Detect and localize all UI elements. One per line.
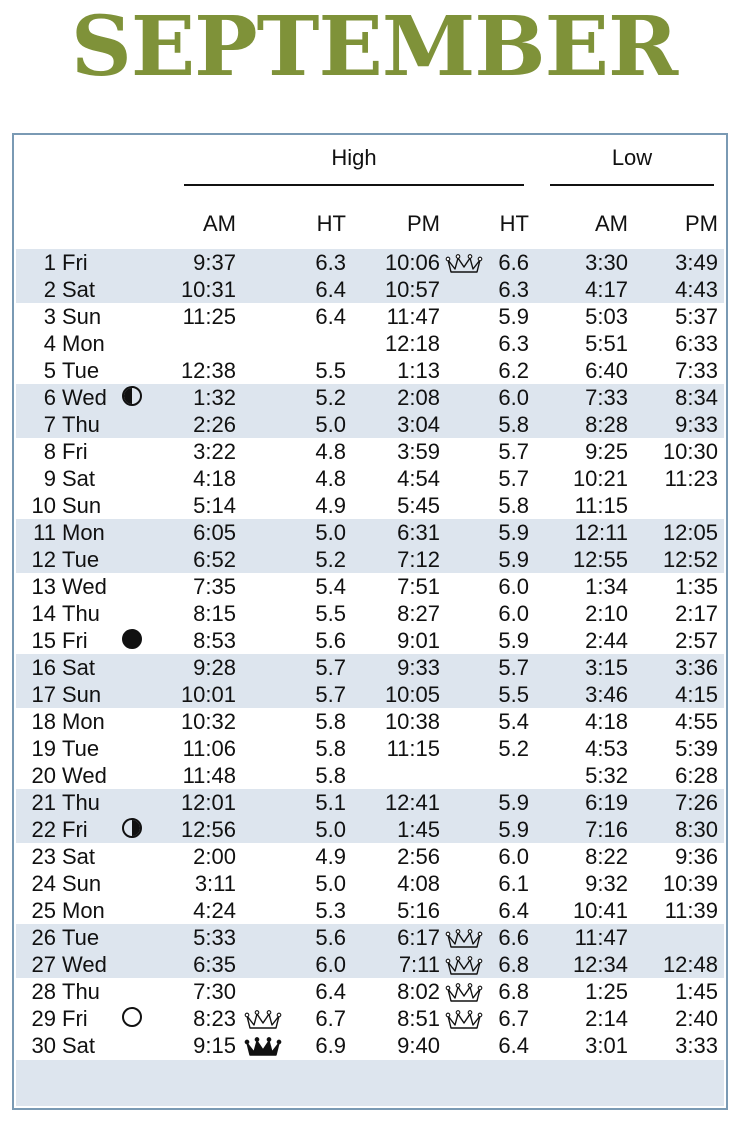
high-am-time: 3:22 — [193, 439, 236, 464]
low-am-time: 3:15 — [585, 655, 628, 680]
low-am-time: 3:30 — [585, 250, 628, 275]
solid-crown-icon — [244, 1035, 282, 1057]
high-am-height: 5.4 — [315, 574, 346, 599]
low-pm-time: 5:39 — [675, 736, 718, 761]
day-of-week: Fri — [62, 628, 88, 653]
low-am-time: 7:33 — [585, 385, 628, 410]
table-row — [16, 546, 724, 573]
high-pm-time: 7:11 — [398, 952, 440, 977]
day-of-week: Fri — [62, 817, 88, 842]
day: 29 — [31, 1006, 56, 1031]
table-row — [16, 384, 724, 411]
table-row — [16, 627, 724, 654]
day-of-week: Thu — [62, 979, 100, 1004]
low-am-time: 11:47 — [574, 925, 628, 950]
high-pm-time: 10:38 — [384, 709, 440, 734]
high-am-height: 5.7 — [315, 655, 346, 680]
high-am-time: 7:30 — [193, 979, 236, 1004]
low-pm-time: 6:33 — [675, 331, 718, 356]
high-pm-time: 4:54 — [397, 466, 440, 491]
low-am-time: 5:51 — [585, 331, 628, 356]
low-pm-time: 8:30 — [675, 817, 718, 842]
low-pm-time: 5:37 — [675, 304, 718, 329]
day-of-week: Sat — [62, 844, 96, 869]
day-of-week: Wed — [62, 574, 107, 599]
high-am-time: 11:06 — [182, 736, 236, 761]
high-am-time: 10:31 — [180, 277, 236, 302]
high-pm-height: 6.0 — [498, 574, 529, 599]
high-underline — [184, 184, 524, 186]
table-row — [16, 654, 724, 681]
last-quarter-moon-icon — [122, 386, 142, 406]
high-am-time: 2:26 — [193, 412, 236, 437]
low-pm-time: 6:28 — [675, 763, 718, 788]
table-row — [16, 978, 724, 1005]
high-am-time: 5:14 — [193, 493, 236, 518]
high-pm-time: 8:51 — [397, 1006, 440, 1031]
high-am-height: 5.5 — [315, 601, 346, 626]
high-pm-time: 10:06 — [384, 250, 440, 275]
table-row — [16, 762, 724, 789]
high-am-height: 5.6 — [315, 628, 346, 653]
table-row — [16, 1032, 724, 1059]
high-am-time: 8:23 — [193, 1006, 236, 1031]
high-am-height: 5.8 — [315, 736, 346, 761]
high-pm-time: 1:45 — [397, 817, 440, 842]
day: 20 — [31, 763, 56, 788]
high-pm-time: 7:12 — [397, 547, 440, 572]
table-row — [16, 249, 724, 276]
table-row — [16, 330, 724, 357]
low-am-time: 6:19 — [585, 790, 628, 815]
low-am-time: 2:44 — [585, 628, 628, 653]
high-pm-height: 6.3 — [498, 331, 529, 356]
low-am-time: 12:11 — [574, 520, 628, 545]
low-pm-time: 11:39 — [664, 898, 718, 923]
high-am-time: 4:18 — [193, 466, 236, 491]
high-am-time: 8:53 — [193, 628, 236, 653]
high-pm-height: 6.7 — [498, 1006, 529, 1031]
day-of-week: Mon — [62, 898, 105, 923]
day: 3 — [43, 304, 56, 329]
high-am-height: 5.0 — [315, 817, 346, 842]
high-am-height: 5.0 — [315, 520, 346, 545]
outline-crown-icon — [244, 1008, 282, 1030]
high-pm-time: 11:47 — [386, 304, 440, 329]
low-am-time: 10:41 — [572, 898, 628, 923]
low-pm-time: 4:43 — [675, 277, 718, 302]
table-row — [16, 897, 724, 924]
low-am-time: 9:32 — [585, 871, 628, 896]
low-am-time: 2:14 — [585, 1006, 628, 1031]
high-am-height: 4.9 — [315, 493, 346, 518]
table-row — [16, 735, 724, 762]
table-row — [16, 492, 724, 519]
high-pm-height: 6.0 — [498, 385, 529, 410]
day-of-week: Wed — [62, 763, 107, 788]
high-am-time: 9:28 — [193, 655, 236, 680]
low-am-time: 12:55 — [572, 547, 628, 572]
low-am-time: 12:34 — [572, 952, 628, 977]
high-am-time: 7:35 — [193, 574, 236, 599]
footer-band — [16, 1060, 724, 1106]
low-group-header: Low — [611, 145, 653, 170]
day: 7 — [43, 412, 56, 437]
low-pm-time: 7:33 — [675, 358, 718, 383]
low-pm-time: 9:33 — [675, 412, 718, 437]
high-pm-height: 5.9 — [498, 817, 529, 842]
day: 10 — [31, 493, 56, 518]
day: 27 — [31, 952, 56, 977]
day: 15 — [31, 628, 56, 653]
low-pm-time: 3:33 — [675, 1033, 718, 1058]
high-am-time: 12:01 — [180, 790, 236, 815]
day: 11 — [33, 520, 56, 545]
day-of-week: Wed — [62, 952, 107, 977]
low-pm-time: 10:39 — [662, 871, 718, 896]
col-low-pm: PM — [685, 211, 718, 236]
day: 17 — [31, 682, 56, 707]
table-row — [16, 519, 724, 546]
high-am-time: 10:01 — [180, 682, 236, 707]
high-pm-time: 8:02 — [397, 979, 440, 1004]
day: 4 — [43, 331, 56, 356]
low-am-time: 7:16 — [585, 817, 628, 842]
table-row — [16, 357, 724, 384]
table-row — [16, 1005, 724, 1032]
high-am-height: 5.0 — [315, 871, 346, 896]
low-am-time: 1:25 — [585, 979, 628, 1004]
high-am-height: 5.8 — [315, 763, 346, 788]
high-am-time: 10:32 — [180, 709, 236, 734]
high-am-time: 4:24 — [193, 898, 236, 923]
table-row — [16, 924, 724, 951]
low-am-time: 11:15 — [574, 493, 628, 518]
high-pm-height: 6.8 — [498, 979, 529, 1004]
table-row — [16, 303, 724, 330]
high-pm-time: 10:05 — [384, 682, 440, 707]
day: 18 — [31, 709, 56, 734]
day: 22 — [31, 817, 56, 842]
day: 8 — [43, 439, 56, 464]
low-underline — [550, 184, 714, 186]
low-am-time: 6:40 — [585, 358, 628, 383]
day: 26 — [31, 925, 56, 950]
tide-table — [12, 133, 728, 1110]
high-pm-height: 6.1 — [498, 871, 529, 896]
day: 6 — [43, 385, 56, 410]
day: 1 — [43, 250, 56, 275]
high-pm-time: 7:51 — [397, 574, 440, 599]
high-am-time: 6:35 — [193, 952, 236, 977]
high-pm-time: 9:40 — [397, 1033, 440, 1058]
outline-crown-icon — [445, 981, 483, 1003]
high-am-height: 5.8 — [315, 709, 346, 734]
day-of-week: Sat — [62, 655, 96, 680]
low-pm-time: 12:48 — [662, 952, 718, 977]
low-pm-time: 8:34 — [675, 385, 718, 410]
high-pm-height: 5.8 — [498, 412, 529, 437]
high-am-time: 6:05 — [193, 520, 236, 545]
high-am-height: 4.8 — [315, 466, 346, 491]
table-row — [16, 438, 724, 465]
high-am-height: 5.2 — [315, 385, 346, 410]
high-pm-time: 5:45 — [397, 493, 440, 518]
high-pm-height: 5.8 — [498, 493, 529, 518]
high-pm-time: 1:13 — [397, 358, 440, 383]
table-row — [16, 411, 724, 438]
table-row — [16, 465, 724, 492]
low-pm-time: 12:52 — [662, 547, 718, 572]
high-pm-height: 5.5 — [498, 682, 529, 707]
high-am-time: 12:56 — [180, 817, 236, 842]
high-am-height: 5.2 — [315, 547, 346, 572]
day-of-week: Tue — [62, 925, 100, 950]
high-pm-time: 6:31 — [397, 520, 440, 545]
day-of-week: Mon — [62, 331, 105, 356]
high-am-time: 1:32 — [193, 385, 236, 410]
day: 19 — [31, 736, 56, 761]
low-am-time: 1:34 — [585, 574, 628, 599]
high-am-height: 5.7 — [315, 682, 346, 707]
day-of-week: Mon — [62, 709, 105, 734]
day-of-week: Thu — [62, 790, 100, 815]
low-pm-time: 3:49 — [675, 250, 718, 275]
high-pm-height: 6.6 — [498, 250, 529, 275]
full-moon-icon — [122, 1007, 142, 1027]
day-of-week: Tue — [62, 547, 100, 572]
table-row — [16, 708, 724, 735]
table-row — [16, 816, 724, 843]
low-pm-time: 12:05 — [662, 520, 718, 545]
col-high-pm: PM — [407, 211, 440, 236]
outline-crown-icon — [445, 927, 483, 949]
day: 23 — [31, 844, 56, 869]
day: 30 — [31, 1033, 56, 1058]
day: 24 — [31, 871, 56, 896]
high-am-height: 5.0 — [315, 412, 346, 437]
outline-crown-icon — [445, 1008, 483, 1030]
high-pm-time: 5:16 — [397, 898, 440, 923]
high-pm-height: 5.9 — [498, 790, 529, 815]
table-row — [16, 681, 724, 708]
high-am-height: 5.1 — [315, 790, 346, 815]
col-low-am: AM — [595, 211, 628, 236]
low-am-time: 8:28 — [585, 412, 628, 437]
high-pm-height: 6.0 — [498, 601, 529, 626]
day: 2 — [43, 277, 56, 302]
high-am-height: 5.6 — [315, 925, 346, 950]
day-of-week: Sun — [62, 682, 102, 707]
high-am-time: 5:33 — [193, 925, 236, 950]
high-pm-height: 5.9 — [498, 628, 529, 653]
high-pm-time: 3:59 — [397, 439, 440, 464]
high-am-time: 11:48 — [182, 763, 236, 788]
low-am-time: 3:46 — [585, 682, 628, 707]
day-of-week: Sun — [62, 493, 102, 518]
col-high-pm-ht: HT — [499, 211, 529, 236]
high-pm-height: 6.0 — [498, 844, 529, 869]
outline-crown-icon — [445, 252, 483, 274]
first-quarter-moon-icon — [122, 818, 142, 838]
high-pm-height: 5.4 — [498, 709, 529, 734]
low-pm-time: 2:40 — [675, 1006, 718, 1031]
high-pm-height: 6.2 — [498, 358, 529, 383]
high-pm-time: 4:08 — [397, 871, 440, 896]
day-of-week: Fri — [62, 1006, 88, 1031]
low-pm-time: 1:45 — [675, 979, 718, 1004]
high-am-height: 6.3 — [315, 250, 346, 275]
low-am-time: 9:25 — [585, 439, 628, 464]
high-pm-time: 12:41 — [384, 790, 440, 815]
high-pm-time: 6:17 — [397, 925, 440, 950]
table-row — [16, 600, 724, 627]
low-pm-time: 10:30 — [662, 439, 718, 464]
day: 28 — [31, 979, 56, 1004]
day: 25 — [31, 898, 56, 923]
high-am-time: 9:15 — [193, 1033, 236, 1058]
high-am-time: 2:00 — [193, 844, 236, 869]
high-pm-height: 6.8 — [498, 952, 529, 977]
day-of-week: Sat — [62, 466, 96, 491]
high-am-height: 6.0 — [315, 952, 346, 977]
day: 12 — [31, 547, 56, 572]
high-pm-time: 8:27 — [397, 601, 440, 626]
high-pm-height: 5.7 — [498, 466, 529, 491]
low-pm-time: 7:26 — [675, 790, 718, 815]
high-am-time: 8:15 — [193, 601, 236, 626]
high-am-height: 6.4 — [315, 979, 346, 1004]
high-pm-time: 9:33 — [397, 655, 440, 680]
day-of-week: Sat — [62, 277, 96, 302]
page-title: SEPTEMBER — [70, 0, 678, 95]
high-pm-height: 6.6 — [498, 925, 529, 950]
day-of-week: Sun — [62, 871, 102, 896]
high-am-height: 6.9 — [315, 1033, 346, 1058]
high-pm-time: 10:57 — [384, 277, 440, 302]
high-pm-height: 5.7 — [498, 655, 529, 680]
high-pm-time: 11:15 — [386, 736, 440, 761]
high-pm-time: 3:04 — [397, 412, 440, 437]
low-pm-time: 4:55 — [675, 709, 718, 734]
high-am-time: 9:37 — [193, 250, 236, 275]
day-of-week: Tue — [62, 736, 100, 761]
low-am-time: 10:21 — [572, 466, 628, 491]
day: 5 — [43, 358, 56, 383]
low-am-time: 8:22 — [585, 844, 628, 869]
low-pm-time: 3:36 — [675, 655, 718, 680]
low-am-time: 5:32 — [585, 763, 628, 788]
low-am-time: 5:03 — [585, 304, 628, 329]
low-pm-time: 4:15 — [675, 682, 718, 707]
high-pm-height: 5.9 — [498, 547, 529, 572]
outline-crown-icon — [445, 954, 483, 976]
day-of-week: Thu — [62, 412, 100, 437]
low-am-time: 4:17 — [585, 277, 628, 302]
low-pm-time: 11:23 — [664, 466, 718, 491]
day-of-week: Thu — [62, 601, 100, 626]
high-pm-time: 2:56 — [397, 844, 440, 869]
high-am-height: 6.4 — [315, 304, 346, 329]
high-group-header: High — [331, 145, 377, 170]
day-of-week: Fri — [62, 250, 88, 275]
day: 21 — [31, 790, 56, 815]
low-am-time: 4:18 — [585, 709, 628, 734]
table-row — [16, 573, 724, 600]
high-pm-time: 9:01 — [397, 628, 440, 653]
table-row — [16, 870, 724, 897]
high-pm-time: 2:08 — [397, 385, 440, 410]
high-pm-height: 6.4 — [498, 898, 529, 923]
day: 14 — [31, 601, 56, 626]
high-pm-height: 5.9 — [498, 520, 529, 545]
day: 9 — [43, 466, 56, 491]
high-pm-height: 5.9 — [498, 304, 529, 329]
table-row — [16, 789, 724, 816]
high-am-time: 6:52 — [193, 547, 236, 572]
high-pm-height: 5.7 — [498, 439, 529, 464]
day: 13 — [31, 574, 56, 599]
day-of-week: Mon — [62, 520, 105, 545]
day-of-week: Tue — [62, 358, 100, 383]
high-pm-time: 12:18 — [384, 331, 440, 356]
high-pm-height: 6.3 — [498, 277, 529, 302]
new-moon-icon — [122, 629, 142, 649]
high-am-height: 4.9 — [315, 844, 346, 869]
day-of-week: Sat — [62, 1033, 96, 1058]
high-am-height: 4.8 — [315, 439, 346, 464]
low-pm-time: 9:36 — [675, 844, 718, 869]
low-pm-time: 2:17 — [675, 601, 718, 626]
day-of-week: Fri — [62, 439, 88, 464]
table-row — [16, 843, 724, 870]
high-am-height: 5.3 — [315, 898, 346, 923]
day: 16 — [31, 655, 56, 680]
col-high-am: AM — [203, 211, 236, 236]
day-of-week: Sun — [62, 304, 102, 329]
day-of-week: Wed — [62, 385, 107, 410]
high-am-height: 5.5 — [315, 358, 346, 383]
table-row — [16, 951, 724, 978]
table-row — [16, 276, 724, 303]
low-pm-time: 2:57 — [675, 628, 718, 653]
high-pm-height: 6.4 — [498, 1033, 529, 1058]
low-am-time: 3:01 — [585, 1033, 628, 1058]
high-am-height: 6.7 — [315, 1006, 346, 1031]
high-am-height: 6.4 — [315, 277, 346, 302]
high-am-time: 3:11 — [194, 871, 236, 896]
low-am-time: 2:10 — [585, 601, 628, 626]
low-am-time: 4:53 — [585, 736, 628, 761]
high-pm-height: 5.2 — [498, 736, 529, 761]
low-pm-time: 1:35 — [675, 574, 718, 599]
col-high-am-ht: HT — [316, 211, 346, 236]
high-am-time: 11:25 — [182, 304, 236, 329]
high-am-time: 12:38 — [180, 358, 236, 383]
